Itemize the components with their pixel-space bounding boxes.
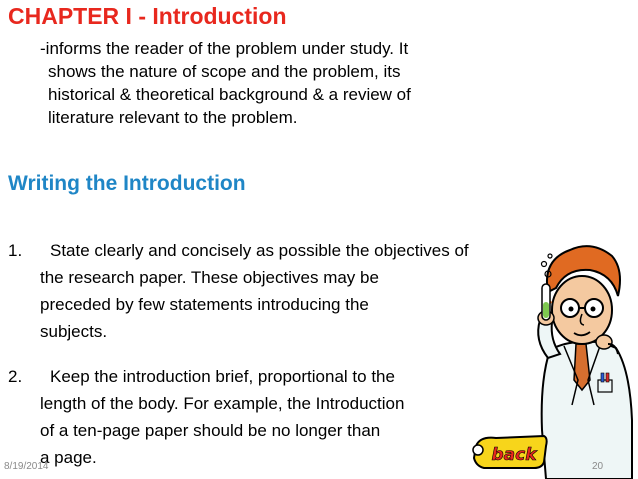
list-line: length of the body. For example, the Introduction <box>40 394 405 413</box>
footer-date: 8/19/2014 <box>4 461 49 472</box>
list-number: 2. <box>8 367 23 386</box>
list-line: Keep the introduction brief, proportional to the <box>50 367 395 386</box>
list-line: preceded by few statements introducing the <box>40 295 369 314</box>
back-button[interactable] <box>470 432 550 472</box>
list-line: State clearly and concisely as possible the objectives of <box>50 241 469 260</box>
intro-paragraph <box>40 37 520 129</box>
back-label: back <box>491 445 537 465</box>
intro-line: historical & theoretical background & a review of <box>48 85 411 104</box>
list-line: of a ten-page paper should be no longer than <box>40 421 381 440</box>
list-number: 1. <box>8 241 23 260</box>
list-line: a page. <box>40 448 97 467</box>
section-subheading: Writing the Introduction <box>8 172 246 195</box>
footer-page-number: 20 <box>592 461 604 472</box>
list-line: subjects. <box>40 322 108 341</box>
slide-title: CHAPTER I - Introduction <box>8 3 287 29</box>
intro-line: literature relevant to the problem. <box>48 108 298 127</box>
list-line: the research paper. These objectives may be <box>40 268 379 287</box>
list-item <box>8 237 568 345</box>
intro-line: shows the nature of scope and the problem, its <box>48 62 401 81</box>
intro-line: -informs the reader of the problem under study. It <box>40 39 409 58</box>
